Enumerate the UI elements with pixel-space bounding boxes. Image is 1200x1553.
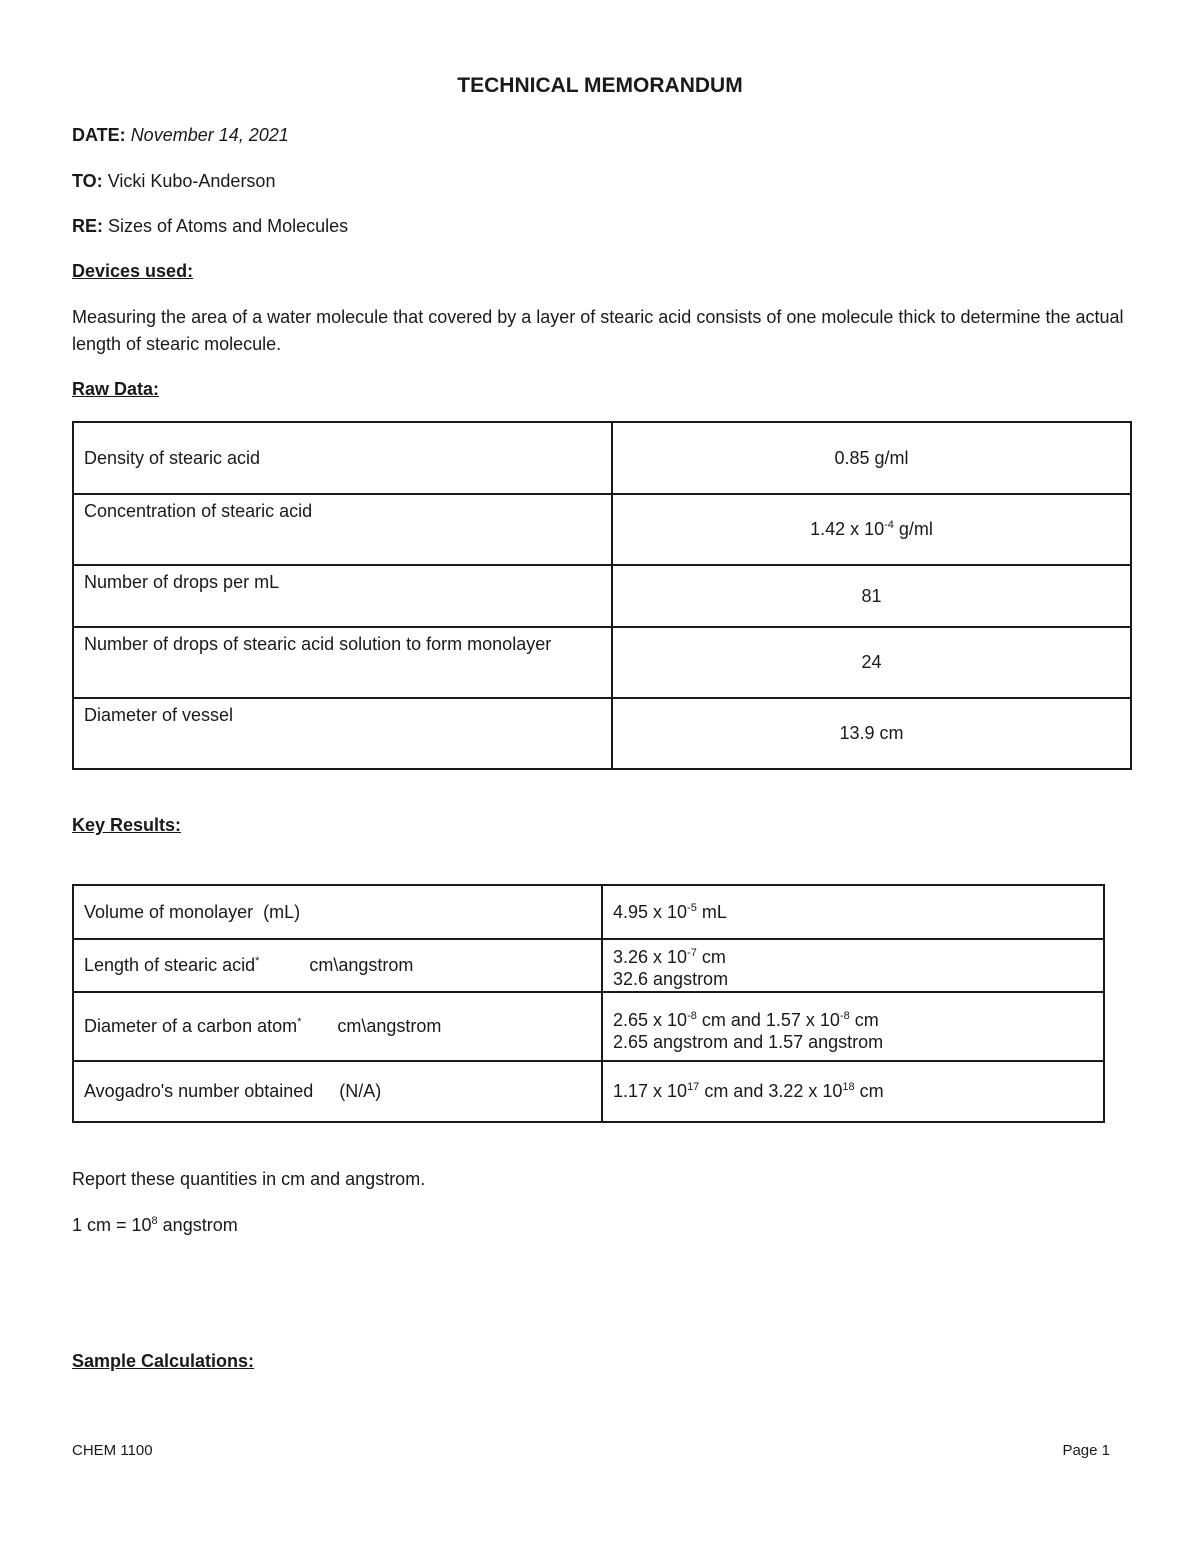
raw-value: 24 (612, 627, 1131, 698)
re-label: RE: (72, 216, 103, 236)
table-row (73, 885, 1104, 939)
raw-value: 0.85 g/ml (612, 422, 1131, 494)
table-row (73, 627, 1131, 698)
raw-data-heading: Raw Data: (72, 379, 160, 399)
memo-title: TECHNICAL MEMORANDUM (457, 74, 743, 97)
key-value: 1.17 x $10^{17}$ cm and 3.22 x $10^{18}$ cm (602, 1061, 1104, 1122)
key-value: 2.65 x $10^{-8}$ cm and 1.57 x $10^{-8}$ cm 2.65 angstrom and 1.57 angstrom (602, 992, 1104, 1061)
to-value: Vicki Kubo-Anderson (107, 171, 276, 191)
re-line (72, 216, 348, 237)
raw-label: Number of drops of stearic acid solution to form monolayer (73, 627, 612, 698)
to-label: TO: (72, 171, 103, 191)
raw-value: 1.42 x $10^{-4}$ g/ml (612, 494, 1131, 565)
key-label: Avogadro's number obtained (N/A) (73, 1061, 602, 1122)
sample-calculations-heading: Sample Calculations: (72, 1351, 255, 1371)
key-results-table (72, 884, 1105, 1123)
table-row (73, 698, 1131, 769)
raw-value: 81 (612, 565, 1131, 627)
table-row (73, 494, 1131, 565)
report-note: Report these quantities in cm and angstrom. (72, 1169, 426, 1189)
raw-label: Number of drops per mL (73, 565, 612, 627)
table-row (73, 992, 1104, 1061)
table-row (73, 939, 1104, 992)
raw-value: 13.9 cm (612, 698, 1131, 769)
footer-page-number: Page 1 (1062, 1442, 1110, 1459)
date-line (72, 125, 289, 146)
conversion-line: 1 cm = $10^8$ angstrom (72, 1215, 238, 1235)
devices-heading: Devices used: (72, 261, 194, 281)
raw-label: Density of stearic acid (73, 422, 612, 494)
to-line (72, 171, 275, 192)
key-label: Length of stearic acid* cm\angstrom (73, 939, 602, 992)
table-row (73, 1061, 1104, 1122)
date-label: DATE: (72, 125, 126, 145)
re-value: Sizes of Atoms and Molecules (108, 216, 349, 236)
key-value: 4.95 x $10^{-5}$ mL (602, 885, 1104, 939)
table-row (73, 565, 1131, 627)
raw-data-table (72, 421, 1132, 770)
raw-label: Diameter of vessel (73, 698, 612, 769)
raw-label: Concentration of stearic acid (73, 494, 612, 565)
date-value: November 14, 2021 (130, 125, 289, 145)
devices-text: Measuring the area of a water molecule that covered by a layer of stearic acid consists of one molecule thick to determine the actual length of stearic molecule. (72, 307, 1124, 354)
key-label: Diameter of a carbon atom* cm\angstrom (73, 992, 602, 1061)
key-results-heading: Key Results: (72, 815, 182, 835)
key-label: Volume of monolayer (mL) (73, 885, 602, 939)
footer-course: CHEM 1100 (72, 1442, 153, 1459)
key-value: 3.26 x $10^{-7}$ cm 32.6 angstrom (602, 939, 1104, 992)
table-row (73, 422, 1131, 494)
